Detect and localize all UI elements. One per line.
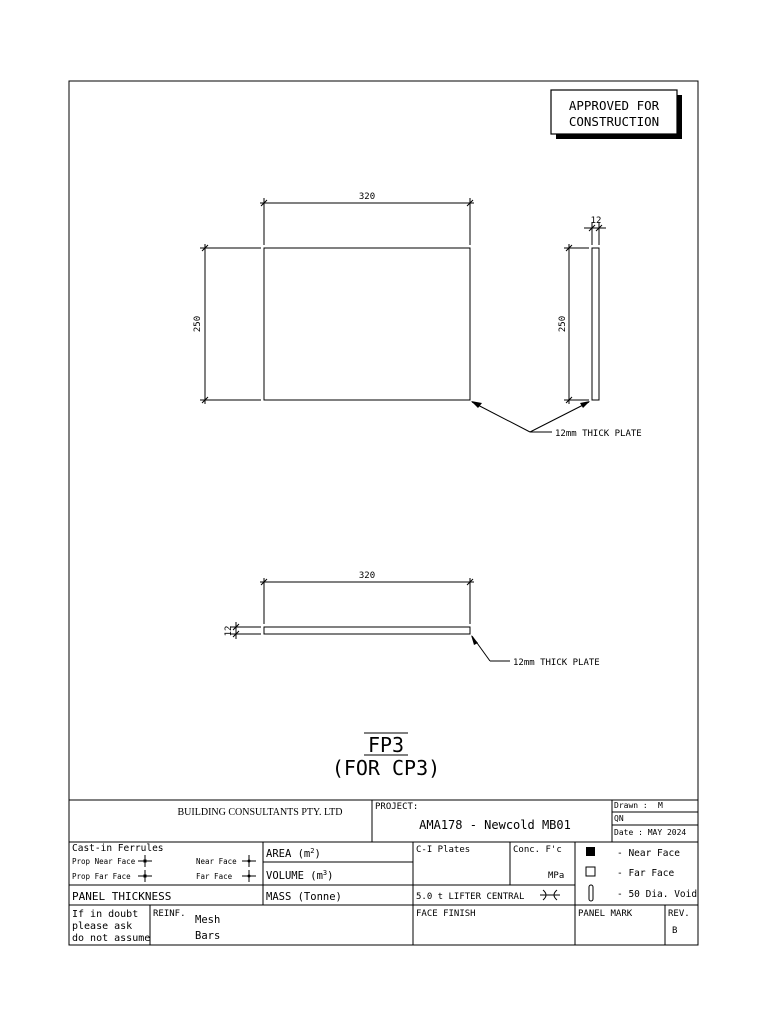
leader-arrow (471, 635, 478, 645)
side-plate-outline (592, 248, 599, 400)
side-view (471, 216, 642, 439)
plan-width-dim-text: 320 (358, 571, 376, 581)
face-finish-label: FACE FINISH (416, 909, 476, 919)
mesh-label: Mesh (195, 914, 221, 926)
plan-thk-dim-text: 12 (224, 625, 234, 637)
drawn-label: Drawn : (614, 801, 648, 810)
front-width-dim-text: 320 (358, 192, 376, 202)
mpa: MPa (548, 871, 565, 881)
lifter-label: 5.0 t LIFTER CENTRAL (416, 892, 525, 902)
plan-plate-outline (264, 627, 470, 634)
panel-mark-label: PANEL MARK (578, 909, 633, 919)
leader-front (472, 402, 530, 432)
title-block (69, 800, 698, 945)
prop-far-face: Prop Far Face (72, 872, 131, 881)
cast-in-ferrules: Cast-in Ferrules (72, 843, 164, 854)
near-face-legend-icon (586, 847, 595, 856)
prop-far-face-symbol (138, 870, 152, 882)
front-height-dim-text: 250 (193, 315, 203, 333)
legend-void: - 50 Dia. Void (617, 889, 698, 900)
project-value: AMA178 - Newcold MB01 (419, 818, 571, 832)
drawn-value: M (658, 801, 663, 810)
legend-far-face: - Far Face (617, 868, 675, 879)
area-label: AREA $(m^2)$ (266, 847, 321, 860)
lifter-icon (540, 890, 560, 900)
side-note-text: 12mm THICK PLATE (555, 429, 642, 439)
date-label: Date : MAY 2024 (614, 828, 687, 837)
prop-near-face: Prop Near Face (72, 857, 136, 866)
side-height-dim-text: 250 (558, 315, 568, 333)
mass-label: MASS (Tonne) (266, 891, 342, 903)
far-face-symbol (242, 870, 256, 882)
doubt-line2: please ask (72, 921, 133, 932)
qn-label: QN (614, 814, 624, 823)
doubt-line3: do not assume (72, 933, 151, 944)
project-label: PROJECT: (375, 802, 419, 812)
sheet-border (69, 81, 698, 945)
near-face: Near Face (196, 857, 237, 866)
bars-label: Bars (195, 930, 221, 942)
void-legend-icon (589, 885, 593, 901)
side-thk-dim-text: 12 (590, 216, 602, 226)
stamp-line2: CONSTRUCTION (568, 114, 660, 129)
near-face-symbol (242, 855, 256, 867)
drawing-title (332, 733, 440, 780)
doubt-line1: If in doubt (72, 909, 139, 920)
leader-arrow (580, 401, 590, 408)
front-plate-outline (264, 248, 470, 400)
volume-label: VOLUME $(m^3)$ (266, 869, 334, 882)
reinf-label: REINF. (153, 909, 186, 919)
rev-label: REV. (668, 909, 690, 919)
front-view (193, 192, 474, 404)
leader-side (530, 402, 589, 432)
rev-value: B (672, 926, 678, 936)
approval-stamp (551, 90, 682, 139)
drawing-title-line2: (FOR CP3) (331, 756, 441, 780)
company-name: BUILDING CONSULTANTS PTY. LTD (177, 807, 343, 818)
stamp-line1: APPROVED FOR (568, 98, 660, 113)
ci-plates: C-I Plates (416, 845, 471, 855)
drawing-title-line1: FP3 (367, 733, 405, 757)
far-face: Far Face (196, 872, 233, 881)
prop-near-face-symbol (138, 855, 152, 867)
legend-near-face: - Near Face (617, 848, 680, 859)
panel-thickness: PANEL THICKNESS (72, 890, 172, 903)
plan-view (224, 571, 600, 668)
plan-note-text: 12mm THICK PLATE (513, 658, 600, 668)
far-face-legend-icon (586, 867, 595, 876)
conc-fc: Conc. F'c (513, 845, 562, 855)
leader-arrow (471, 401, 482, 408)
